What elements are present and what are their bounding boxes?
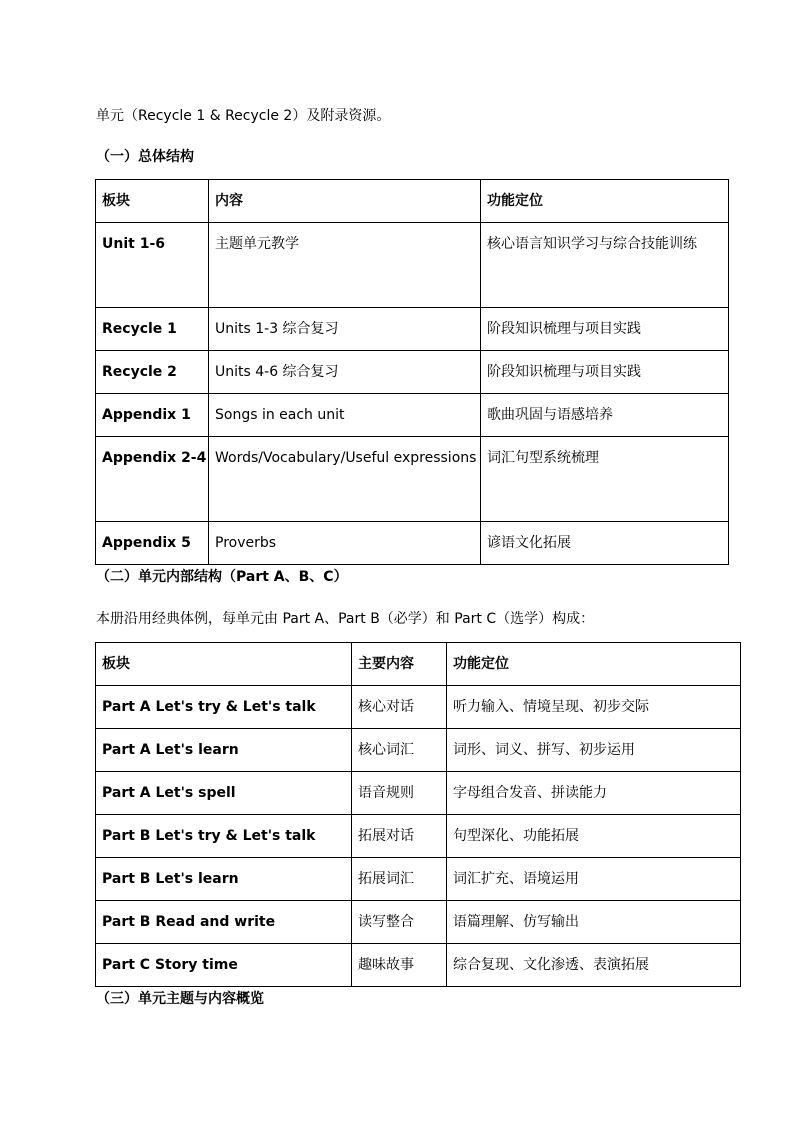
table-cell: Part B Read and write <box>96 901 352 944</box>
header-cell: 板块 <box>96 180 209 223</box>
table-row <box>96 223 729 308</box>
table-cell: Part B Let's learn <box>96 858 352 901</box>
section2-heading: （二）单元内部结构（Part A、B、C） <box>96 569 348 585</box>
table-cell: 综合复现、文化渗透、表演拓展 <box>447 944 741 987</box>
table-cell: 语音规则 <box>352 772 447 815</box>
table-cell: 趣味故事 <box>352 944 447 987</box>
table-cell: Proverbs <box>209 522 481 565</box>
table-header-row <box>96 180 729 223</box>
header-cell: 功能定位 <box>481 180 729 223</box>
table-cell: 词汇句型系统梳理 <box>481 437 729 522</box>
header-cell: 板块 <box>96 643 352 686</box>
table-cell: Part C Story time <box>96 944 352 987</box>
header-cell: 功能定位 <box>447 643 741 686</box>
table-cell: Appendix 1 <box>96 394 209 437</box>
table-cell: 拓展词汇 <box>352 858 447 901</box>
table-row <box>96 858 741 901</box>
table-cell: Part A Let's learn <box>96 729 352 772</box>
table-row <box>96 522 729 565</box>
header-cell: 内容 <box>209 180 481 223</box>
intro-line: 单元（Recycle 1 & Recycle 2）及附录资源。 <box>96 108 391 124</box>
overall-structure-table <box>95 179 729 565</box>
table-cell: 读写整合 <box>352 901 447 944</box>
table-cell: 阶段知识梳理与项目实践 <box>481 351 729 394</box>
table-cell: Units 1-3 综合复习 <box>209 308 481 351</box>
table-row <box>96 686 741 729</box>
table-cell: Part A Let's try & Let's talk <box>96 686 352 729</box>
table-row <box>96 394 729 437</box>
table-cell: Words/Vocabulary/Useful expressions <box>209 437 481 522</box>
table-row <box>96 815 741 858</box>
table-row <box>96 437 729 522</box>
table-cell: 核心词汇 <box>352 729 447 772</box>
table-cell: Recycle 1 <box>96 308 209 351</box>
table-cell: Appendix 2-4 <box>96 437 209 522</box>
table-cell: 谚语文化拓展 <box>481 522 729 565</box>
table-row <box>96 944 741 987</box>
section3-heading: （三）单元主题与内容概览 <box>96 991 264 1007</box>
table-cell: 听力输入、情境呈现、初步交际 <box>447 686 741 729</box>
table-row <box>96 308 729 351</box>
header-cell: 主要内容 <box>352 643 447 686</box>
table-cell: Unit 1-6 <box>96 223 209 308</box>
table-cell: Units 4-6 综合复习 <box>209 351 481 394</box>
section1-heading: （一）总体结构 <box>96 149 194 165</box>
unit-structure-table <box>95 642 741 987</box>
table-cell: 阶段知识梳理与项目实践 <box>481 308 729 351</box>
table-cell: Appendix 5 <box>96 522 209 565</box>
table-cell: 核心语言知识学习与综合技能训练 <box>481 223 729 308</box>
table-cell: 主题单元教学 <box>209 223 481 308</box>
table-row <box>96 772 741 815</box>
table-cell: 词形、词义、拼写、初步运用 <box>447 729 741 772</box>
table-cell: Part B Let's try & Let's talk <box>96 815 352 858</box>
table-cell: 词汇扩充、语境运用 <box>447 858 741 901</box>
table-row <box>96 351 729 394</box>
table-cell: Recycle 2 <box>96 351 209 394</box>
table-cell: 语篇理解、仿写输出 <box>447 901 741 944</box>
table-cell: 拓展对话 <box>352 815 447 858</box>
table-cell: Songs in each unit <box>209 394 481 437</box>
table-cell: 核心对话 <box>352 686 447 729</box>
table-header-row <box>96 643 741 686</box>
table-cell: 句型深化、功能拓展 <box>447 815 741 858</box>
table-cell: Part A Let's spell <box>96 772 352 815</box>
table-cell: 字母组合发音、拼读能力 <box>447 772 741 815</box>
table-row <box>96 901 741 944</box>
table-row <box>96 729 741 772</box>
section2-text: 本册沿用经典体例，每单元由 Part A、Part B（必学）和 Part C（选学）构成： <box>96 611 595 627</box>
table-cell: 歌曲巩固与语感培养 <box>481 394 729 437</box>
